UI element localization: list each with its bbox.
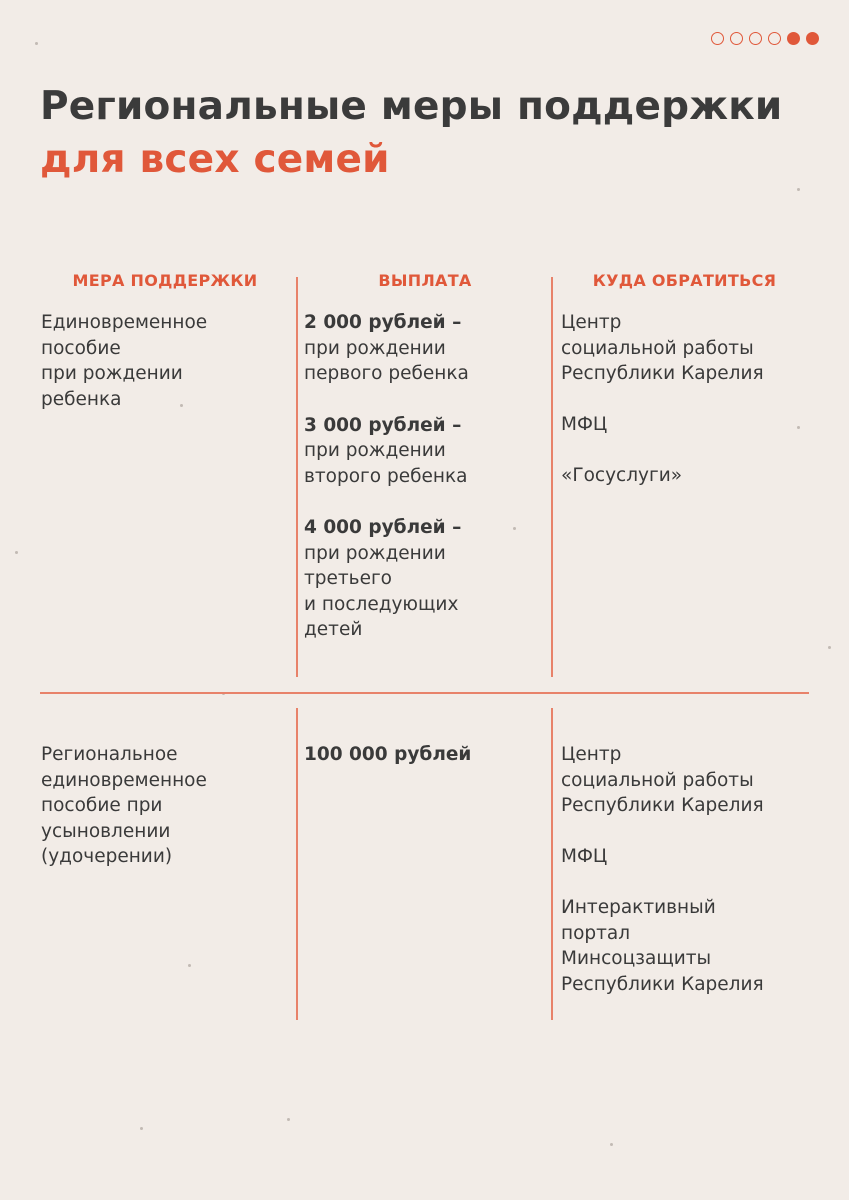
slide-dot-active[interactable] [787,32,800,45]
contact-item [561,463,809,489]
contact-item [561,844,809,870]
slide-dot[interactable] [768,32,781,45]
header-measure: МЕРА ПОДДЕРЖКИ [72,271,258,290]
column-divider [551,708,553,1020]
text-line: первого ребенка [304,363,469,384]
text-line: Республики Карелия [561,973,764,995]
payment-amount: 3 000 рублей – [304,414,462,436]
payment-amount: 100 000 рублей [304,744,472,765]
text-line: детей [304,619,363,640]
text-line: усыновлении [41,820,171,842]
text-line: МФЦ [561,846,608,867]
text-line: Республики Карелия [561,795,764,816]
column-divider [296,277,298,677]
header-where: КУДА ОБРАТИТЬСЯ [592,271,777,290]
text-line: при рождении [304,542,446,564]
payment-item [304,742,544,768]
payment-amount: 2 000 рублей – [304,312,462,333]
text-line: Центр [561,312,622,333]
payment-amount: 4 000 рублей – [304,517,462,538]
slide-dot[interactable] [711,32,724,45]
header-payment: ВЫПЛАТА [378,271,472,290]
text-line: социальной работы [561,769,754,791]
contact-item [561,742,809,819]
row2-payments [304,742,544,794]
contact-item [561,310,809,387]
column-divider [551,277,553,677]
contact-item [561,895,809,997]
text-line: Интерактивный [561,897,716,918]
row2-measure [41,742,286,870]
text-line: при рождении [41,363,183,384]
text-line: Центр [561,744,622,765]
text-line: Минсоцзащиты [561,948,712,969]
text-line: и последующих [304,593,459,615]
row1-measure [41,310,286,412]
row1-where [561,310,809,514]
text-line: МФЦ [561,414,608,435]
text-line: портал [561,922,631,944]
row1-payments [304,310,544,669]
slide-dot[interactable] [730,32,743,45]
row2-where [561,742,809,1023]
text-line: Региональное [41,744,178,765]
text-line: «Госуслуги» [561,465,683,486]
title-line-2: для всех семей [40,137,390,182]
slide-indicator [711,32,819,45]
text-line: Единовременное [41,312,208,333]
text-line: при рождении [304,440,446,461]
text-line: третьего [304,568,393,589]
text-line: (удочерении) [41,846,173,867]
text-line: при рождении [304,337,446,359]
payment-item [304,413,544,490]
payment-item [304,515,544,643]
text-line: второго ребенка [304,465,468,487]
contact-item [561,412,809,438]
text-line: социальной работы [561,337,754,359]
text-line: пособие [41,337,121,359]
payment-item [304,310,544,387]
column-divider [296,708,298,1020]
text-line: ребенка [41,388,122,410]
text-line: Республики Карелия [561,363,764,384]
row-divider [40,692,809,694]
page-title [40,80,782,186]
title-line-1: Региональные меры поддержки [40,84,783,129]
slide-dot[interactable] [749,32,762,45]
text-line: пособие при [41,795,163,816]
slide-dot-active[interactable] [806,32,819,45]
text-line: единовременное [41,769,207,791]
